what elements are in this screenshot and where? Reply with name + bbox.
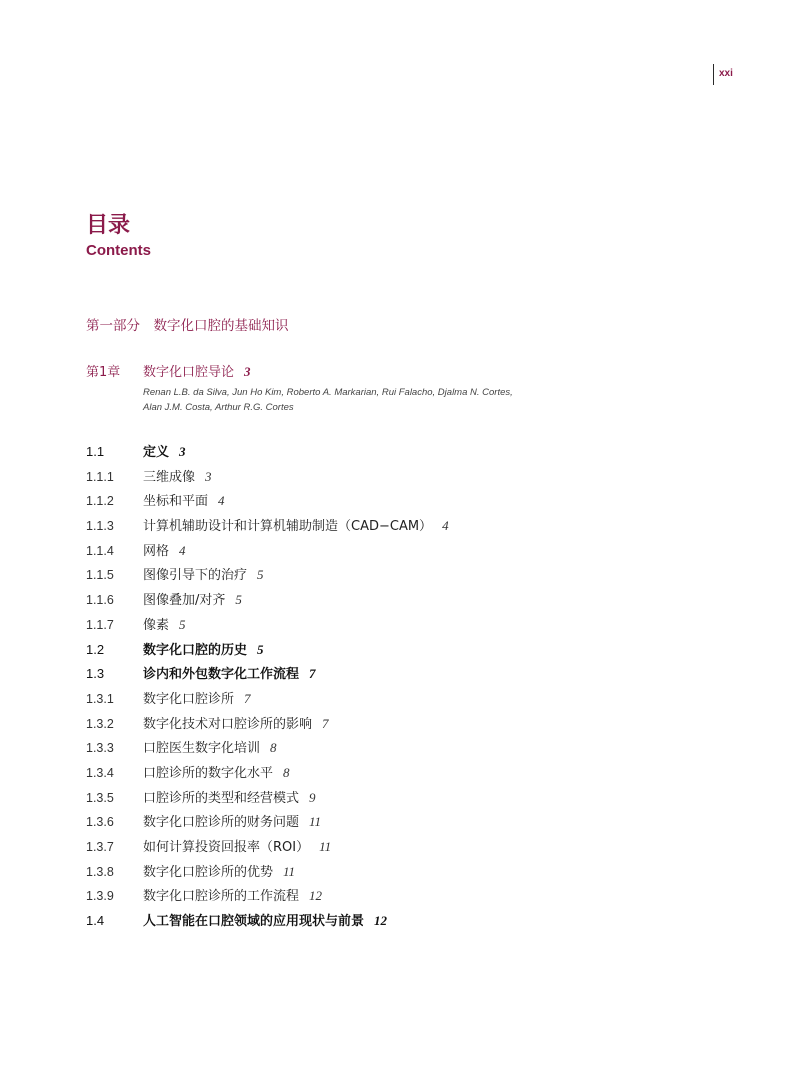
toc-entry-number: 1.1.6 — [86, 593, 114, 608]
toc-entry-title: 诊内和外包数字化工作流程 — [143, 667, 300, 683]
toc-entry-page: 3 — [179, 444, 186, 459]
toc-entry-title: 人工智能在口腔领域的应用现状与前景 — [143, 914, 365, 930]
page-number: xxi — [713, 64, 733, 85]
toc-entry-page: 7 — [322, 715, 329, 731]
toc-entry-title: 数字化口腔诊所的工作流程 — [143, 889, 300, 905]
toc-entry-title-group — [143, 563, 264, 589]
toc-entry[interactable] — [86, 835, 726, 860]
toc-entry-title-group — [143, 489, 225, 515]
toc-entry-title-group — [143, 662, 316, 688]
toc-entry-title: 图像引导下的治疗 — [143, 568, 248, 584]
toc-entry-number: 1.3.1 — [86, 691, 114, 706]
toc-entry-page: 4 — [218, 493, 225, 509]
toc-entry-number: 1.1.2 — [86, 494, 114, 509]
toc-entry[interactable] — [86, 613, 726, 638]
toc-entry[interactable] — [86, 638, 726, 663]
page-title-chinese: 目录 — [86, 213, 131, 238]
toc-entry-number: 1.3.5 — [86, 790, 114, 805]
chapter-entry — [86, 361, 686, 415]
toc-entry-page: 5 — [235, 592, 242, 608]
toc-entry-number: 1.1.7 — [86, 617, 114, 632]
toc-entry-page: 4 — [179, 542, 186, 558]
toc-entry-title: 网格 — [143, 543, 170, 559]
toc-entry-title: 数字化口腔的历史 — [143, 642, 248, 658]
toc-entry-title-group — [143, 810, 321, 836]
toc-entry-page: 11 — [283, 863, 296, 879]
toc-entry-title: 坐标和平面 — [143, 494, 209, 510]
toc-entry-number: 1.1.4 — [86, 543, 114, 558]
toc-entry-title-group — [143, 613, 186, 639]
toc-entry-title: 计算机辅助设计和计算机辅助制造（CAD−CAM） — [143, 519, 433, 535]
toc-entry-title-group — [143, 588, 242, 614]
toc-entry-title-group — [143, 687, 251, 713]
toc-entry-page: 11 — [309, 814, 322, 830]
toc-entry-page: 5 — [179, 616, 186, 632]
toc-entry-page: 5 — [257, 641, 264, 657]
toc-entry[interactable] — [86, 761, 726, 786]
toc-entry-title: 口腔医生数字化培训 — [143, 741, 261, 757]
toc-entry-title-group — [143, 539, 186, 565]
toc-entry-title-group — [143, 860, 295, 886]
toc-entry-title: 图像叠加/对齐 — [143, 593, 226, 609]
toc-entry-title: 数字化口腔诊所 — [143, 691, 235, 707]
toc-entry-page: 5 — [257, 567, 264, 583]
toc-entry[interactable] — [86, 860, 726, 885]
toc-entry-number: 1.3.8 — [86, 864, 114, 879]
toc-entry[interactable] — [86, 909, 726, 934]
toc-entry-title: 三维成像 — [143, 469, 196, 485]
toc-entry-number: 1.3.7 — [86, 840, 114, 854]
chapter-authors — [143, 385, 686, 415]
toc-entry-page: 8 — [283, 764, 290, 780]
toc-entry-title-group — [143, 440, 186, 466]
toc-entry-title: 数字化口腔诊所的优势 — [143, 864, 274, 880]
toc-entry[interactable] — [86, 662, 726, 687]
toc-entry-title-group — [143, 786, 316, 812]
toc-entry-number: 1.2 — [86, 641, 105, 657]
toc-entry-number: 1.1.1 — [86, 469, 114, 484]
toc-entry[interactable] — [86, 786, 726, 811]
toc-entry-title: 口腔诊所的类型和经营模式 — [143, 790, 300, 806]
toc-entry-number: 1.4 — [86, 913, 105, 929]
toc-entry-title: 口腔诊所的数字化水平 — [143, 765, 274, 781]
toc-entry-number: 1.1.3 — [86, 519, 114, 534]
part-heading: 第一部分 数字化口腔的基础知识 — [86, 318, 289, 334]
toc-entry-title: 像素 — [143, 617, 170, 633]
toc-entry-title-group — [143, 736, 277, 762]
toc-entry-page: 3 — [205, 468, 212, 484]
toc-entry-page: 8 — [270, 740, 277, 756]
toc-entry-number: 1.3.9 — [86, 889, 114, 904]
toc-entry[interactable] — [86, 810, 726, 835]
toc-entry-number: 1.3.3 — [86, 741, 114, 756]
toc-entry-title: 定义 — [143, 445, 170, 460]
authors-line-2: Alan J.M. Costa, Arthur R.G. Cortes — [143, 402, 294, 413]
toc-entry-number: 1.3.4 — [86, 765, 114, 780]
toc-entry-title: 如何计算投资回报率（ROI） — [143, 840, 310, 855]
toc-entry-page: 9 — [309, 789, 316, 805]
toc-entry[interactable] — [86, 588, 726, 613]
toc-entry[interactable] — [86, 539, 726, 564]
toc-entry[interactable] — [86, 736, 726, 761]
toc-entry[interactable] — [86, 489, 726, 514]
chapter-title: 数字化口腔导论 — [143, 365, 235, 380]
toc-entry-title-group — [143, 835, 331, 861]
toc-entry-title-group — [143, 465, 212, 491]
chapter-page-number: 3 — [244, 364, 251, 379]
toc-entry[interactable] — [86, 465, 726, 490]
toc-entry-number: 1.1 — [86, 444, 105, 459]
toc-entry-page: 7 — [309, 666, 316, 682]
page-title-english: Contents — [86, 242, 151, 259]
toc-entry-page: 4 — [442, 518, 449, 534]
toc-entry-title-group — [143, 761, 290, 787]
chapter-label: 第1章 — [86, 365, 121, 380]
toc-entry[interactable] — [86, 884, 726, 909]
toc-entry[interactable] — [86, 514, 726, 539]
toc-entry[interactable] — [86, 563, 726, 588]
toc-entry-page: 7 — [244, 690, 251, 706]
toc-entry-title: 数字化口腔诊所的财务问题 — [143, 815, 300, 831]
toc-entry-number: 1.3.2 — [86, 716, 114, 731]
toc-entry-title-group — [143, 514, 449, 540]
toc-entry-title-group — [143, 909, 387, 935]
toc-entry-page: 12 — [374, 913, 388, 929]
toc-entry-page: 11 — [319, 839, 332, 854]
toc-entry-title-group — [143, 712, 329, 738]
toc-entry-number: 1.1.5 — [86, 568, 114, 583]
toc-entry-number: 1.3 — [86, 666, 105, 682]
toc-entry-title: 数字化技术对口腔诊所的影响 — [143, 716, 313, 732]
toc-entry[interactable] — [86, 712, 726, 737]
toc-entry-title-group — [143, 884, 322, 910]
toc-entry[interactable] — [86, 687, 726, 712]
toc-entry-title-group — [143, 638, 264, 664]
toc-entry-page: 12 — [309, 888, 323, 904]
toc-entry-number: 1.3.6 — [86, 815, 114, 830]
chapter-title-group — [143, 361, 251, 380]
authors-line-1: Renan L.B. da Silva, Jun Ho Kim, Roberto A. Markarian, Rui Falacho, Djalma N. Cortes, — [143, 387, 513, 398]
toc-list — [86, 440, 726, 934]
toc-entry[interactable] — [86, 440, 726, 465]
